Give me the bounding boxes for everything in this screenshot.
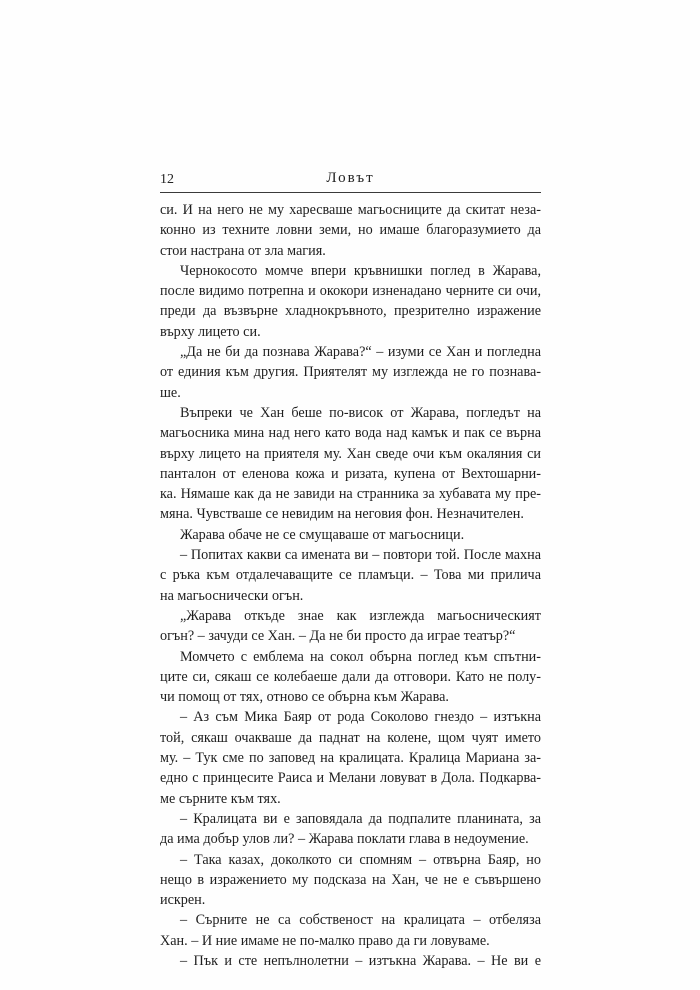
text-line: мяна. Чувстваше се невидим на неговия фон. Незначителен. (160, 506, 524, 523)
text-line: после видимо потрепна и ококори изненадано черните си очи, (160, 283, 541, 300)
text-line: ме сърните към тях. (160, 790, 281, 807)
text-line: чи помощ от тях, отново се обърна към Жарава. (160, 689, 449, 706)
text-line: – Попитах какви са имената ви – повтори той. После махна (180, 547, 541, 564)
text-line: нещо в изражението му подсказа на Хан, че не е съвършено (160, 871, 541, 888)
running-head (160, 170, 541, 193)
text-line: Жарава обаче не се смущаваше от магьосници. (180, 526, 465, 543)
text-line: „Да не би да познава Жарава?“ – изуми се Хан и погледна (180, 344, 541, 361)
text-line: стои настрана от зла магия. (160, 242, 326, 259)
text-line: – Пък и сте непълнолетни – изтъкна Жарава. – Не ви е (180, 952, 541, 969)
text-line: от единия към другия. Приятелят му изглежда не го познава- (160, 364, 541, 381)
text-line: на магьоснически огън. (160, 587, 304, 604)
text-line: с ръка към отдалечаващите се пламъци. – Това ми прилича (160, 567, 541, 584)
text-line: върху лицето си. (160, 323, 261, 340)
text-line: да има добър улов ли? – Жарава поклати глава в недоумение. (160, 831, 529, 848)
text-line: ше. (160, 384, 181, 401)
text-line: Чернокосото момче впери кръвнишки поглед в Жарава, (180, 262, 541, 279)
text-line: – Аз съм Мика Баяр от рода Соколово гнездо – изтъкна (180, 709, 541, 726)
text-line: му. – Тук сме по заповед на кралицата. Кралица Мариана за- (160, 750, 541, 767)
text-line: магьосника мина над него като вода над камък и пак се върна (160, 425, 541, 442)
text-line: преди да възвърне хладнокръвното, презрително изражение (160, 303, 541, 320)
text-line: Хан. – И ние имаме не по-малко право да ги ловуваме. (160, 932, 490, 949)
text-line: „Жарава откъде знае как изглежда магьосническият (180, 607, 541, 624)
body-text (160, 200, 541, 971)
text-line: – Кралицата ви е заповядала да подпалите планината, за (180, 810, 541, 827)
page-number: 12 (160, 172, 174, 187)
text-line: – Така казах, доколкото си спомням – отвърна Баяр, но (180, 851, 541, 868)
text-line: – Сърните не са собственост на кралицата – отбеляза (180, 912, 541, 929)
text-line: си. И на него не му харесваше магьосниците да скитат неза- (160, 202, 541, 218)
text-line: огън? – зачуди се Хан. – Да не би просто да играе театър?“ (160, 628, 516, 645)
running-title: Ловът (326, 170, 375, 186)
text-line: конно из техните ловни земи, но имаше благоразумието да (160, 222, 541, 239)
text-line: панталон от еленова кожа и ризата, купена от Вехтошарни- (160, 465, 541, 482)
text-line: едно с принцесите Раиса и Мелани ловуват в Дола. Подкарва- (160, 770, 541, 787)
text-line: Въпреки че Хан беше по-висок от Жарава, погледът на (180, 404, 541, 421)
text-line: ка. Нямаше как да не завиди на странника за хубавата му пре- (160, 486, 541, 503)
text-line: искрен. (160, 892, 206, 909)
text-line: върху лицето на приятеля му. Хан сведе очи към окаляния си (160, 445, 541, 462)
text-line: той, сякаш очакваше да паднат на колене, щом чуят името (160, 729, 541, 746)
text-line: ците си, сякаш се колебаеше дали да отговори. Като не полу- (160, 668, 541, 685)
text-line: Момчето с емблема на сокол обърна поглед към спътни- (180, 648, 541, 665)
